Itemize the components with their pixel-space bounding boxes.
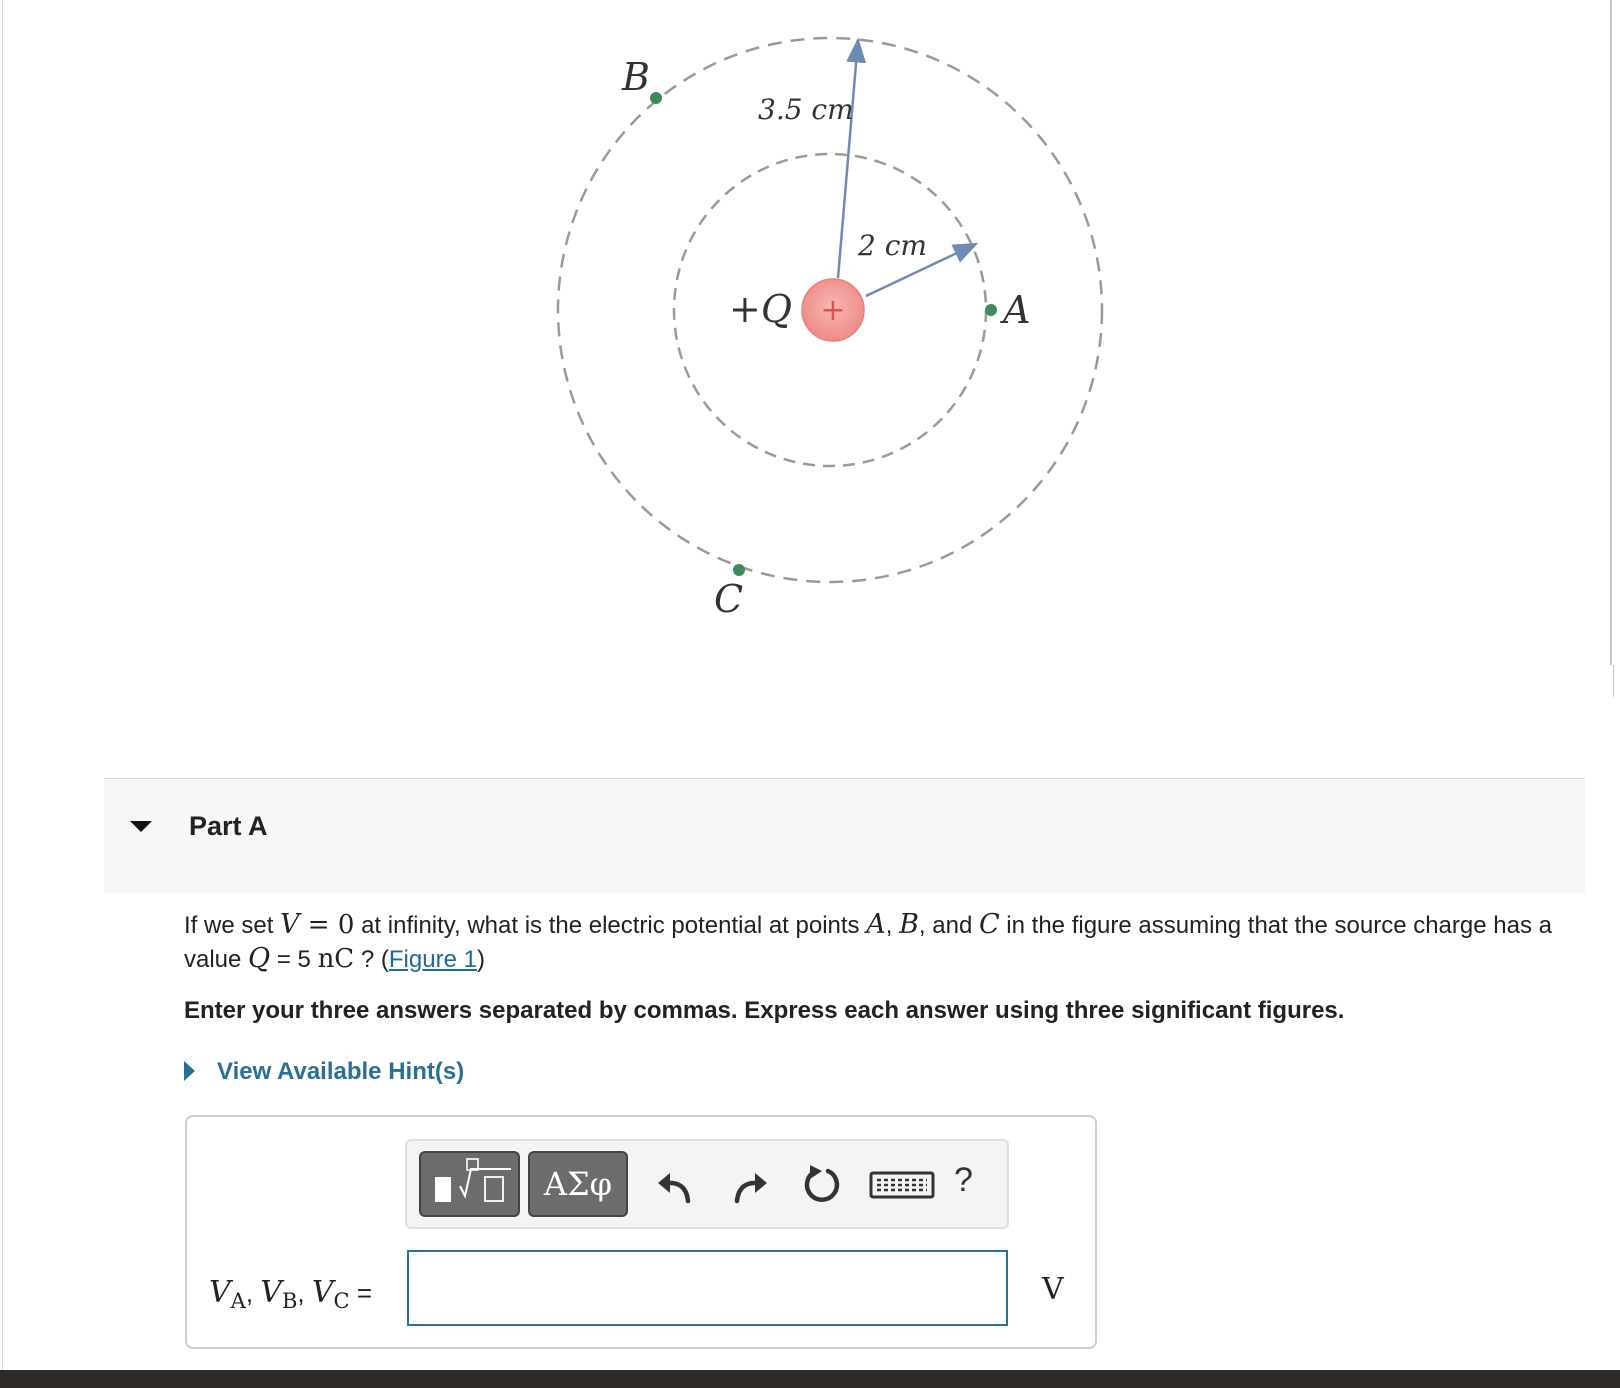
collapse-triangle-icon[interactable] bbox=[130, 821, 152, 832]
point-c bbox=[733, 564, 745, 576]
label-b: B bbox=[622, 55, 650, 99]
part-title: Part A bbox=[189, 811, 268, 841]
help-button[interactable]: ? bbox=[954, 1161, 973, 1199]
outer-radius-arrow bbox=[838, 40, 858, 278]
view-hints-link[interactable]: View Available Hint(s) bbox=[184, 1058, 464, 1086]
charge-sign: + bbox=[820, 293, 846, 328]
figure-1-link[interactable]: Figure 1 bbox=[388, 946, 477, 973]
part-a-header[interactable] bbox=[104, 778, 1585, 893]
answer-unit: V bbox=[1042, 1272, 1064, 1307]
math-toolbar bbox=[405, 1139, 1009, 1229]
expand-triangle-icon bbox=[184, 1061, 195, 1081]
label-c: C bbox=[714, 577, 744, 621]
label-charge: +Q bbox=[729, 287, 792, 331]
question-text: If we set V = 0 at infinity, what is the electric potential at points A, B, and C in the figure assuming that the source charge has a value Q = 5 nC ? (Figure 1) bbox=[184, 909, 1552, 974]
answer-input[interactable] bbox=[407, 1250, 1008, 1326]
redo-icon[interactable] bbox=[725, 1161, 773, 1209]
label-outer-radius: 3.5 cm bbox=[758, 93, 854, 126]
answer-box bbox=[185, 1115, 1097, 1349]
reset-icon[interactable] bbox=[798, 1161, 846, 1209]
instruction-text: Enter your three answers separated by commas. Express each answer using three significant figures. bbox=[184, 997, 1345, 1024]
answer-variable-label: $V_A$, $V_B$, $V_C$ = bbox=[209, 1275, 373, 1314]
label-inner-radius: 2 cm bbox=[858, 229, 927, 262]
point-b bbox=[650, 92, 662, 104]
label-a: A bbox=[1003, 288, 1031, 332]
templates-icon bbox=[421, 1153, 518, 1215]
point-a bbox=[985, 304, 997, 316]
desktop-background-strip bbox=[0, 1370, 1620, 1388]
greek-symbols-button[interactable]: ΑΣφ bbox=[528, 1151, 628, 1217]
templates-button[interactable] bbox=[419, 1151, 520, 1217]
undo-icon[interactable] bbox=[652, 1161, 700, 1209]
keyboard-icon[interactable] bbox=[867, 1161, 937, 1209]
